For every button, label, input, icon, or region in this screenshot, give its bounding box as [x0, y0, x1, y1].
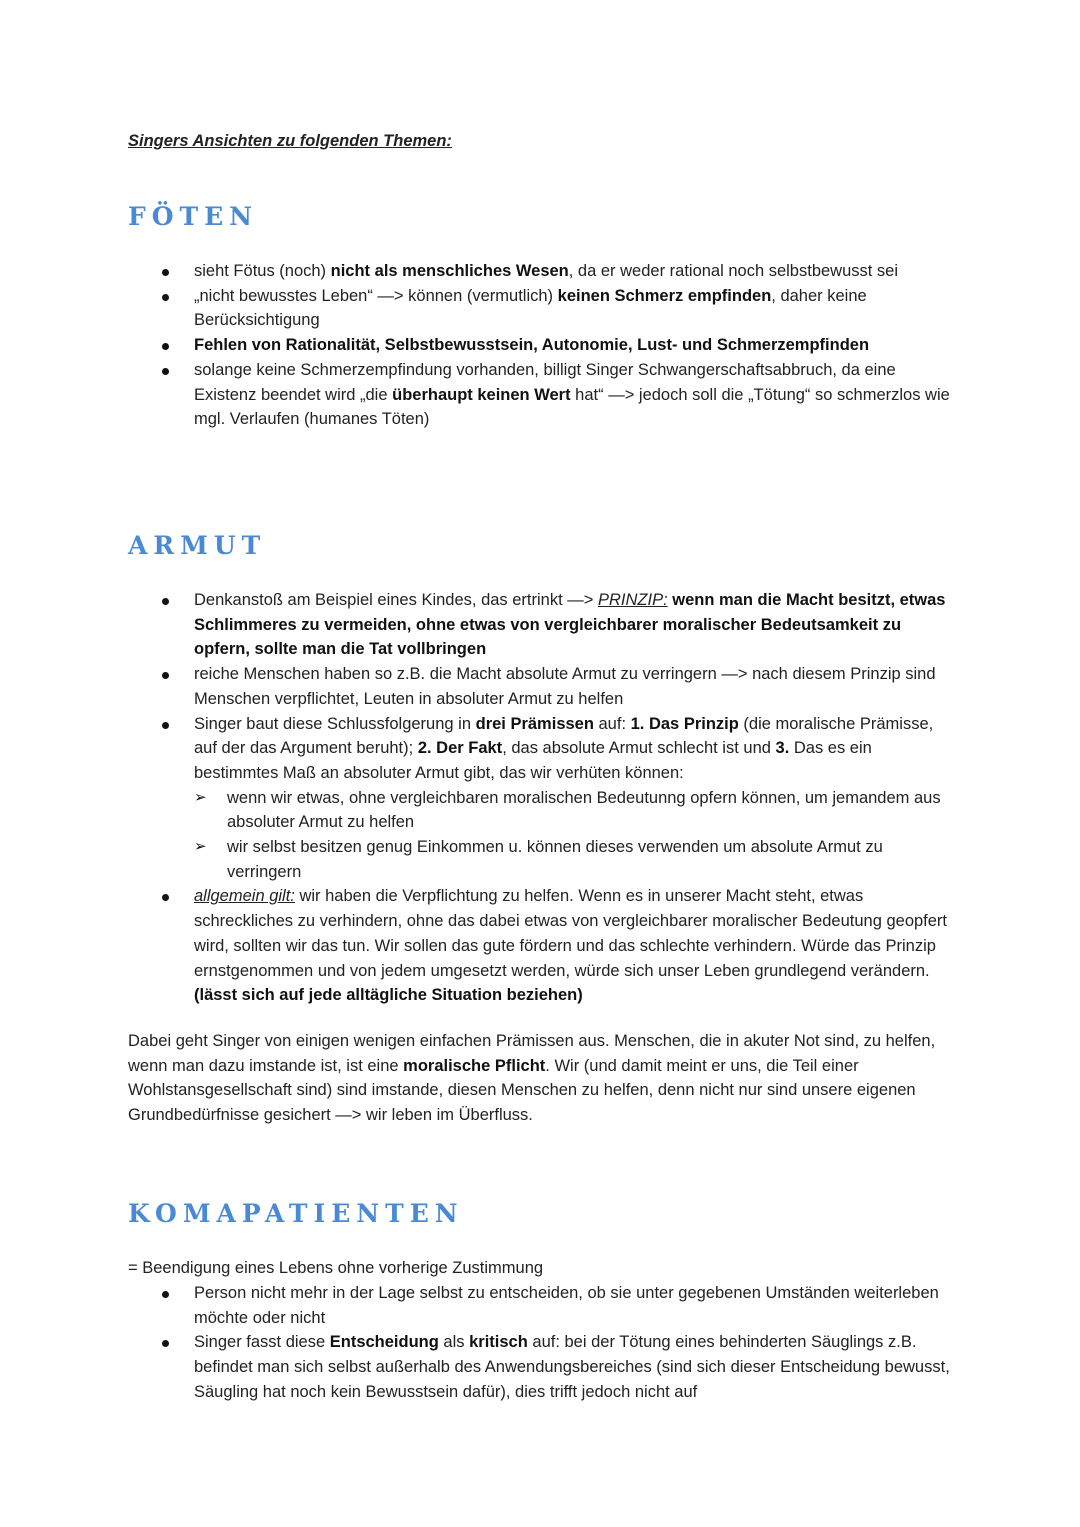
list-item-text: solange keine Schmerzempfindung vorhanden, billigt Singer Schwangerschaftsabbruch, da eine Existenz beendet wird „die überhaupt keinen Wert hat“ —> jedoch soll die „Tötung“ so schmerzlos wie mgl. Verlaufen (humanes Töten) — [194, 360, 950, 429]
sub-list-item — [194, 835, 952, 884]
list-item-text: Singer fasst diese Entscheidung als kritisch auf: bei der Tötung eines behinderten Säuglings z.B. befindet man sich selbst außerhalb des Anwendungsbereiches (sind sich dieser Entscheidung bewusst, Säugling hat noch kein Bewusstsein dafür), dies trifft jedoch nicht auf — [194, 1333, 950, 1401]
list-item — [0, 884, 1080, 1008]
list-item — [0, 333, 1080, 358]
komapatienten-intro: = Beendigung eines Lebens ohne vorherige Zustimmung — [128, 1259, 544, 1277]
list-item-text: Fehlen von Rationalität, Selbstbewusstsein, Autonomie, Lust- und Schmerzempfinden — [194, 336, 870, 355]
bullet-icon — [162, 368, 169, 375]
bullet-icon — [162, 343, 169, 350]
armut-sub-list — [194, 786, 952, 885]
list-item — [0, 358, 1080, 432]
sub-list-item-text: wir selbst besitzen genug Einkommen u. können dieses verwenden um absolute Armut zu verringern — [227, 838, 883, 881]
list-item — [0, 588, 1080, 662]
list-item-text: reiche Menschen haben so z.B. die Macht absolute Armut zu verringern —> nach diesem Prinzip sind Menschen verpflichtet, Leuten in absoluter Armut zu helfen — [194, 665, 936, 708]
section-heading-foeten: FÖTEN — [128, 202, 259, 231]
bullet-icon — [162, 672, 169, 679]
sub-list-item-text: wenn wir etwas, ohne vergleichbaren moralischen Bedeutunng opfern können, um jemandem aus absoluter Armut zu helfen — [227, 788, 941, 832]
bullet-icon — [162, 269, 169, 276]
komapatienten-bullet-list — [0, 1281, 1080, 1405]
bullet-icon — [162, 598, 169, 605]
bullet-icon — [162, 294, 169, 301]
list-item-text: sieht Fötus (noch) nicht als menschliches Wesen, da er weder rational noch selbstbewusst sei — [194, 262, 899, 280]
bullet-icon — [162, 894, 169, 901]
bullet-icon — [162, 722, 169, 729]
list-item-text: „nicht bewusstes Leben“ —> können (vermutlich) keinen Schmerz empfinden, daher keine Berücksichtigung — [194, 286, 867, 330]
list-item — [0, 259, 1080, 284]
list-item-text: Person nicht mehr in der Lage selbst zu entscheiden, ob sie unter gegebenen Umständen weiterleben möchte oder nicht — [194, 1284, 939, 1327]
bullet-icon — [162, 1340, 169, 1347]
page-title: Singers Ansichten zu folgenden Themen: — [128, 132, 452, 150]
sub-list-item — [194, 786, 952, 835]
section-heading-armut: ARMUT — [128, 531, 267, 560]
arrowhead-bullet-icon: ➢ — [194, 788, 207, 806]
list-item-text: Singer baut diese Schlussfolgerung in drei Prämissen auf: 1. Das Prinzip (die moralische Prämisse, auf der das Argument beruht); 2. Der Fakt, das absolute Armut schlecht ist und 3. Das es ein bestimmtes Maß an absoluter Armut gibt, das wir verhüten können: — [194, 714, 934, 782]
armut-bullet-list — [0, 588, 1080, 1008]
list-item — [0, 1281, 1080, 1330]
list-item-text: Denkanstoß am Beispiel eines Kindes, das ertrinkt —> PRINZIP: wenn man die Macht besitzt, etwas Schlimmeres zu vermeiden, ohne etwas von vergleichbarer moralischer Bedeutsamkeit zu opfern, sollte man die Tat vollbringen — [194, 591, 946, 659]
list-item — [0, 662, 1080, 711]
list-item — [0, 284, 1080, 333]
foeten-bullet-list — [0, 259, 1080, 432]
list-item — [0, 1330, 1080, 1404]
section-heading-komapatienten: KOMAPATIENTEN — [128, 1199, 464, 1228]
armut-summary-paragraph: Dabei geht Singer von einigen wenigen einfachen Prämissen aus. Menschen, die in akuter Not sind, zu helfen, wenn man dazu imstande ist, ist eine moralische Pflicht. Wir (und damit meint er uns, die Teil einer Wohlstansgesellschaft sind) sind imstande, diesen Menschen zu helfen, denn nicht nur sind unsere eigenen Grundbedürfnisse gesichert —> wir leben im Überfluss. — [128, 1032, 936, 1125]
arrowhead-bullet-icon: ➢ — [194, 838, 207, 856]
list-item — [0, 712, 1080, 885]
list-item-text: allgemein gilt: wir haben die Verpflichtung zu helfen. Wenn es in unserer Macht steht, etwas schreckliches zu verhindern, ohne das dabei etwas von vergleichbarer moralischer Bedeutung geopfert wird, sollten wir das tun. Wir sollen das gute fördern und das schlechte verhindern. Würde das Prinzip ernstgenommen und von jedem umgesetzt werden, würde sich unser Leben grundlegend verändern. (lässt sich auf jede alltägliche Situation beziehen) — [194, 887, 948, 1005]
bullet-icon — [162, 1291, 169, 1298]
